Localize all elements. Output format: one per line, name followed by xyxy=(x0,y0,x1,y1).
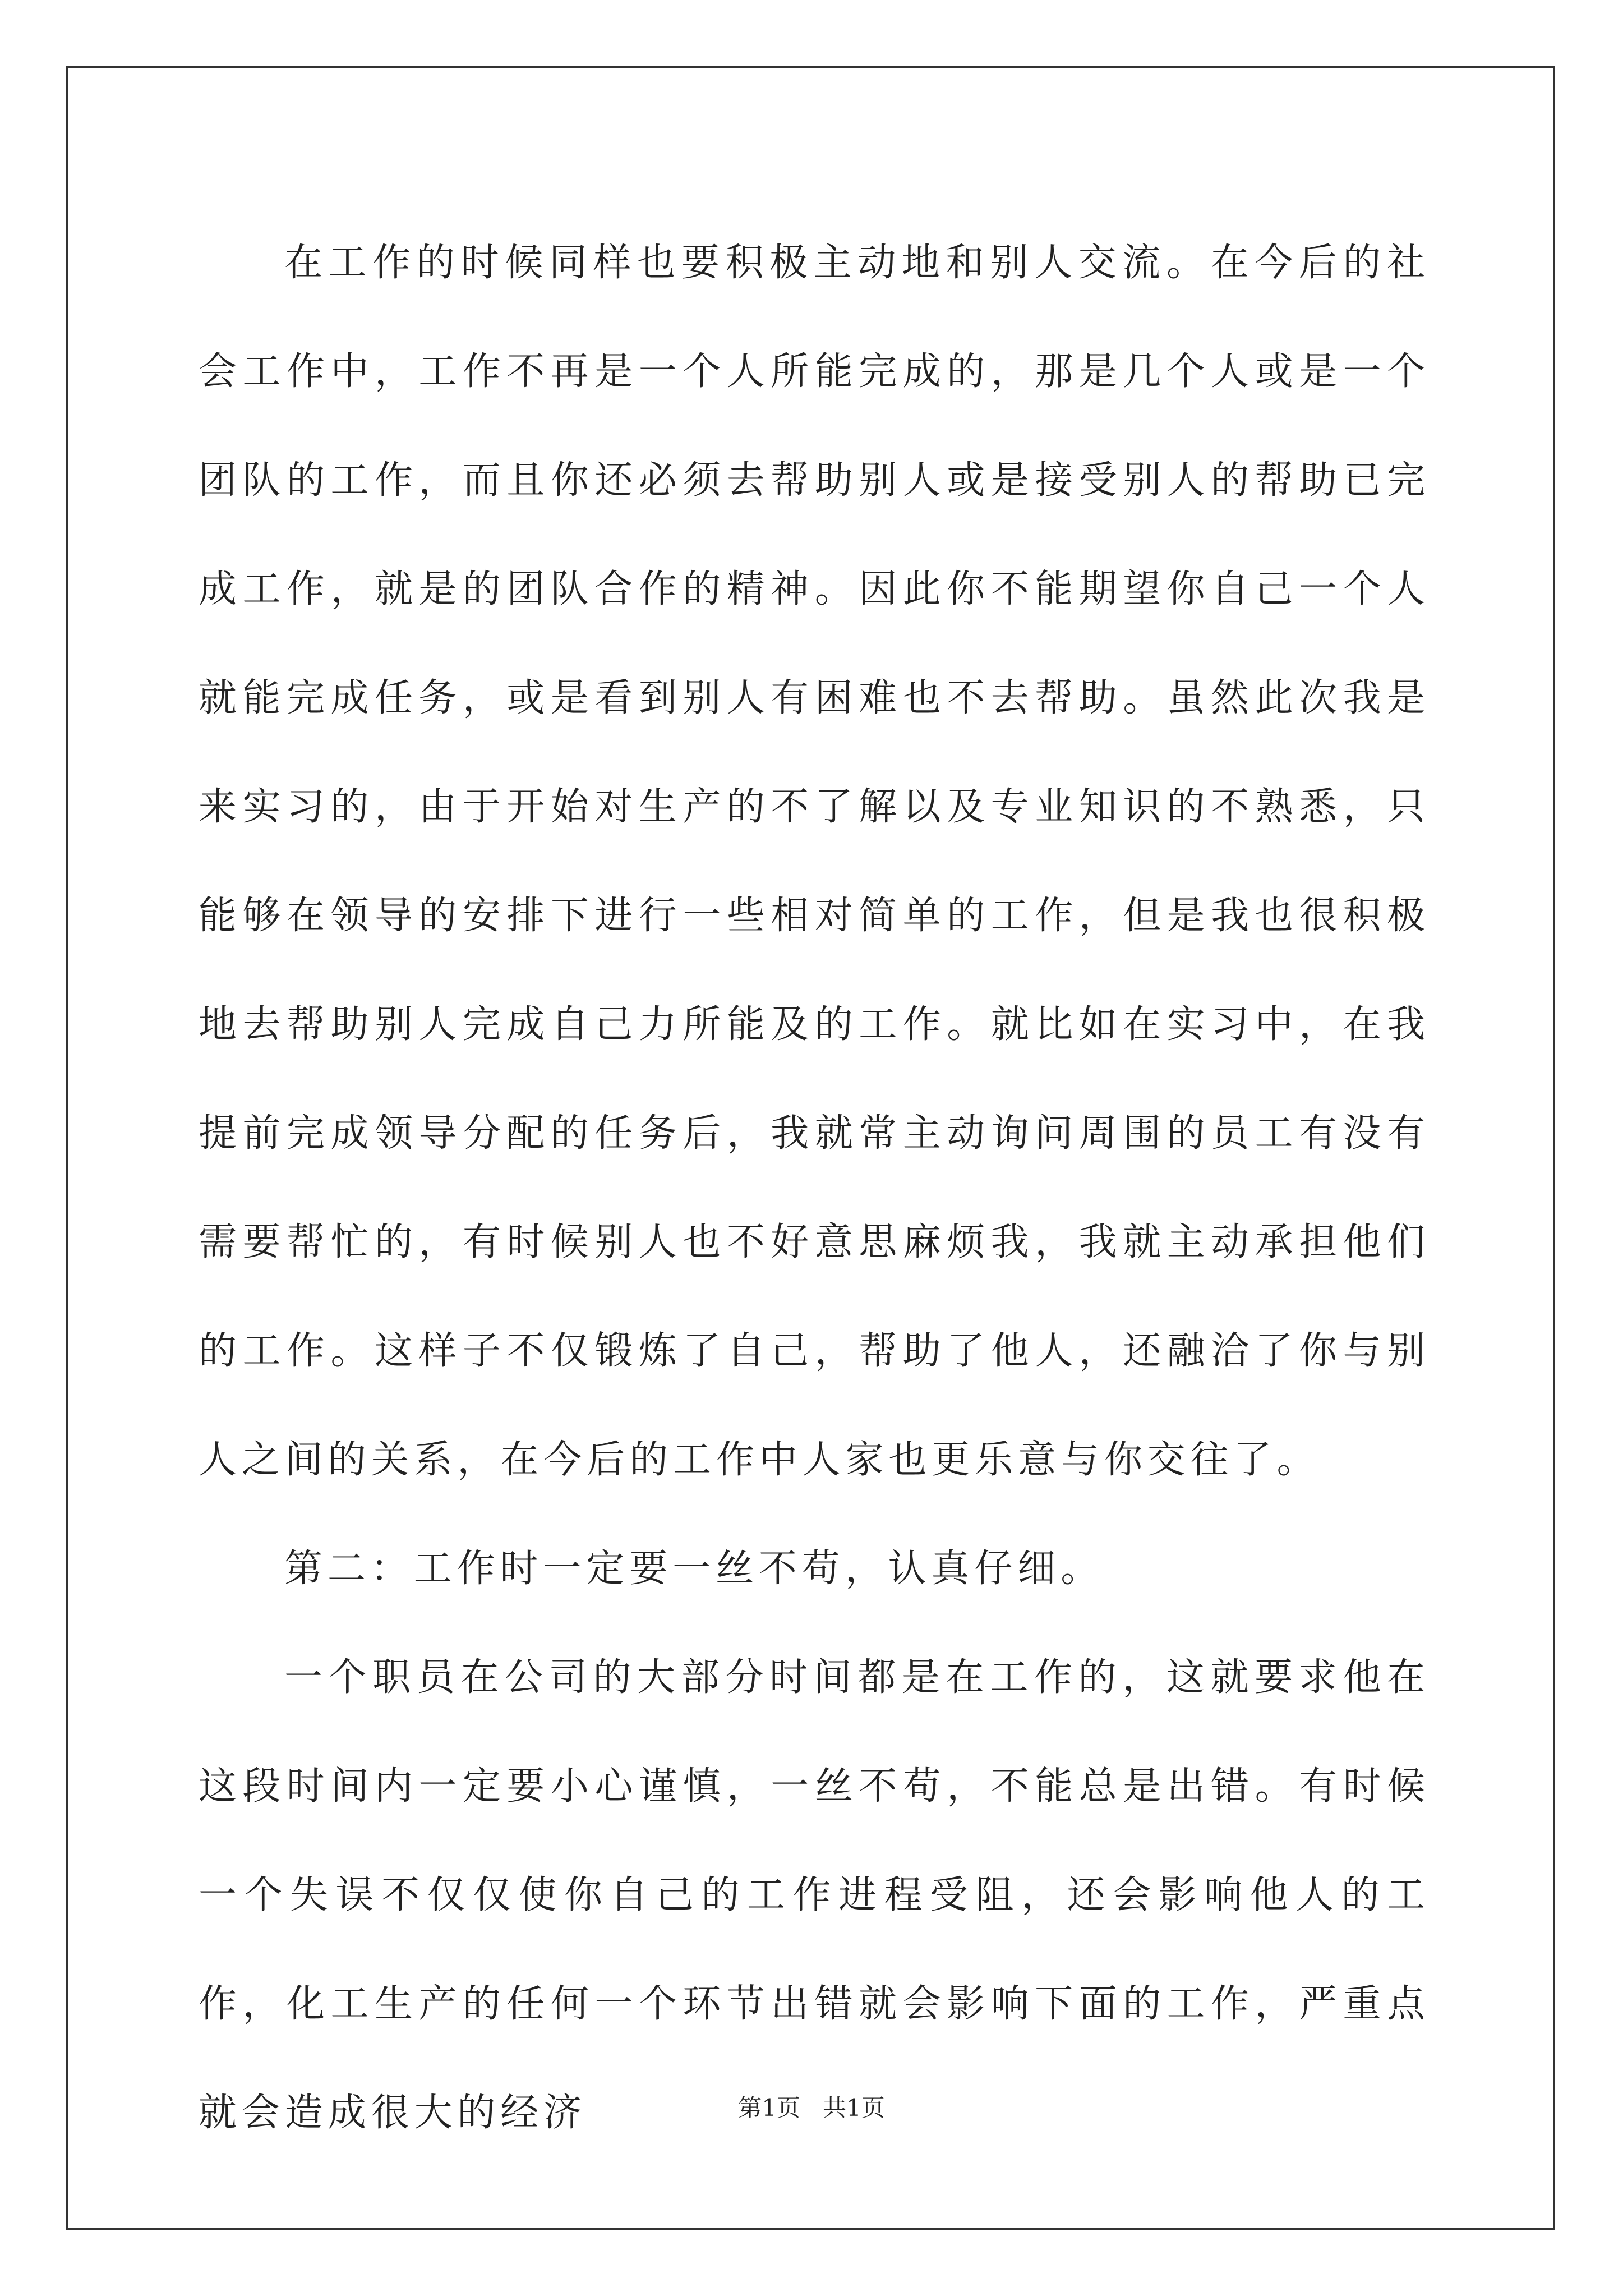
paragraph-carefulness: 一个职员在公司的大部分时间都是在工作的，这就要求他在这段时间内一定要小心谨慎，一丝不苟，不能总是出错。有时候一个失误不仅仅使你自己的工作进程受阻，还会影响他人的工作，化工生产的任何一个环节出错就会影响下面的工作，严重点就会造成很大的经济 xyxy=(199,1655,1430,2135)
page-number-footer: 第1页 共1页 xyxy=(738,2094,885,2122)
paragraph-heading-second: 第二：工作时一定要一丝不苟，认真仔细。 xyxy=(284,1547,1104,1591)
document-body xyxy=(199,209,1430,2168)
paragraph-teamwork: 在工作的时候同样也要积极主动地和别人交流。在今后的社会工作中，工作不再是一个人所能完成的，那是几个人或是一个团队的工作，而且你还必须去帮助别人或是接受别人的帮助已完成工作，就是的团队合作的精神。因此你不能期望你自己一个人就能完成任务，或是看到别人有困难也不去帮助。虽然此次我是来实习的，由于开始对生产的不了解以及专业知识的不熟悉，只能够在领导的安排下进行一些相对简单的工作，但是我也很积极地去帮助别人完成自己力所能及的工作。就比如在实习中，在我提前完成领导分配的任务后，我就常主动询问周围的员工有没有需要帮忙的，有时候别人也不好意思麻烦我，我就主动承担他们的工作。这样子不仅锻炼了自己，帮助了他人，还融洽了你与别人之间的关系，在今后的工作中人家也更乐意与你交往了。 xyxy=(199,241,1430,1482)
